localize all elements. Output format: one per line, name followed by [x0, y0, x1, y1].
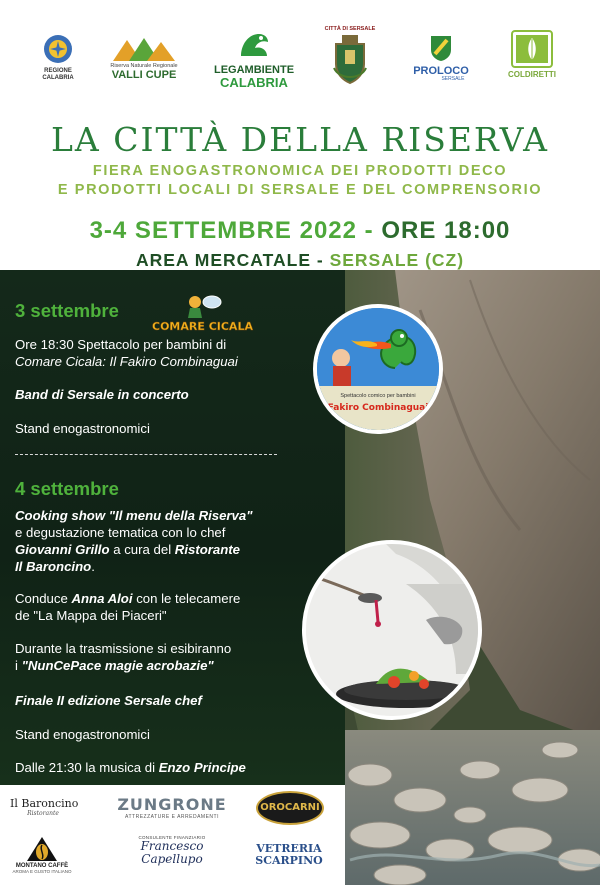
- telecamere-text: con le telecamere: [136, 591, 241, 606]
- music-text: Dalle 21:30 la musica di: [15, 760, 156, 775]
- legambiente-label-1: LEGAMBIENTE: [213, 64, 295, 76]
- day-1-show-title: Comare Cicala: Il Fakiro Combinaguai: [15, 354, 238, 369]
- event-date-time: ORE 18:00: [381, 217, 511, 244]
- coldiretti-icon: [511, 30, 553, 68]
- day-1-item-1: [15, 336, 238, 370]
- proloco-logo: [408, 34, 474, 83]
- day-1-title: 3 settembre: [15, 300, 119, 321]
- capellupo-sponsor: [130, 835, 214, 866]
- sponsor-bar: [0, 785, 345, 885]
- vetreria-name: VETRERIA: [256, 842, 322, 855]
- event-subtitle-line-1: FIERA ENOGASTRONOMICA DEI PRODOTTI DECO: [92, 163, 508, 179]
- vetreria-sponsor: [252, 843, 326, 867]
- capellupo-last-name: Capellupo: [141, 852, 203, 866]
- baroncino-sponsor-name: Il Baroncino: [10, 797, 79, 810]
- coldiretti-logo: [503, 30, 561, 80]
- event-subtitle-line-2: E PRODOTTI LOCALI DI SERSALE E DEL COMPRENSORIO: [57, 182, 543, 198]
- mountains-icon: [111, 36, 177, 62]
- day-1-stands: Stand enogastronomici: [15, 421, 150, 436]
- day-1-item-2: [15, 386, 189, 403]
- durante-text: Durante la trasmissione si esibiranno: [15, 641, 232, 656]
- event-title: LA CITTÀ DELLA RISERVA: [50, 120, 550, 159]
- montano-name: MONTANO CAFFÈ: [15, 863, 69, 869]
- citta-sersale-logo: [324, 26, 376, 86]
- event-location: [0, 248, 600, 272]
- zungrone-sub: ATTREZZATURE E ARREDAMENTI: [125, 814, 219, 820]
- day-2-finale: [15, 692, 202, 709]
- zungrone-name: ZUNGRONE: [117, 795, 227, 814]
- chef-name: Giovanni Grillo: [15, 542, 110, 557]
- musician-name: Enzo Principe: [158, 760, 246, 775]
- capellupo-role: CONSULENTE FINANZIARIO: [138, 835, 206, 840]
- citta-sersale-label: CITTÀ DI SERSALE: [324, 26, 376, 32]
- legambiente-logo: [212, 30, 296, 90]
- day-2-performance: [15, 640, 231, 674]
- comare-cicala-icon: [150, 292, 258, 336]
- day-2-stands-text: Stand enogastronomici: [15, 727, 150, 742]
- coldiretti-label: COLDIRETTI: [508, 70, 556, 79]
- mappa-text: de "La Mappa dei Piaceri": [15, 608, 167, 623]
- cooking-show-line-2: e degustazione tematica con lo chef: [15, 525, 226, 540]
- regione-calabria-label-2: CALABRIA: [42, 74, 74, 81]
- day-2-stands: [15, 726, 150, 743]
- cooking-show-title: Cooking show "Il menu della Riserva": [15, 508, 253, 523]
- capellupo-first-name: Francesco: [140, 839, 204, 853]
- valli-cupe-logo: [104, 36, 184, 81]
- day-2-cooking-show: [15, 507, 252, 575]
- baroncino-sponsor-sub: Ristorante: [27, 810, 59, 817]
- cura-del-text: a cura del: [113, 542, 172, 557]
- day-2-host: [15, 590, 240, 624]
- finale-text: Finale II edizione Sersale chef: [15, 693, 202, 708]
- event-header: [0, 118, 600, 272]
- baroncino-period: .: [91, 559, 95, 574]
- event-date-days: 3-4 SETTEMBRE 2022 -: [89, 217, 374, 244]
- orocarni-name: OROCARNI: [260, 802, 320, 813]
- legambiente-label-2: CALABRIA: [220, 75, 288, 91]
- proloco-sublabel: SERSALE: [441, 76, 465, 83]
- event-location-area: AREA MERCATALE -: [135, 250, 324, 270]
- montano-sponsor: [6, 835, 78, 874]
- day-2-music: [15, 759, 246, 776]
- fakiro-title: Fakiro Combinaguai: [327, 403, 429, 413]
- baroncino-sponsor: [10, 797, 79, 817]
- event-location-town: SERSALE (CZ): [329, 250, 465, 270]
- coffee-bean-icon: [25, 835, 59, 863]
- day-1-band: Band di Sersale in concerto: [15, 387, 189, 402]
- cooking-dish-image: [302, 540, 482, 720]
- day-1-item-1-text: Ore 18:30 Spettacolo per bambini di: [15, 337, 227, 352]
- zungrone-sponsor: [114, 795, 230, 820]
- regione-calabria-label-1: REGIONE: [44, 68, 72, 74]
- performance-name: "NunCePace magie acrobazie": [21, 658, 214, 673]
- fakiro-show-image: [313, 304, 443, 434]
- day-2-title: 4 settembre: [15, 478, 119, 499]
- day-1-item-3: [15, 420, 150, 437]
- fakiro-caption: Spettacolo comico per bambini: [340, 393, 416, 399]
- ristorante-text: Ristorante: [174, 542, 241, 557]
- regione-calabria-icon: [43, 34, 73, 64]
- comare-cicala-logo: [150, 292, 258, 336]
- baroncino-text: Il Baroncino: [15, 559, 92, 574]
- performance-prefix: i: [15, 658, 18, 673]
- conduce-text: Conduce: [15, 591, 68, 606]
- proloco-shield-icon: [429, 34, 453, 62]
- scarpino-name: SCARPINO: [255, 854, 323, 867]
- orocarni-sponsor: [256, 791, 324, 825]
- valli-cupe-caption: Riserva Naturale Regionale: [110, 63, 178, 69]
- comare-cicala-text: COMARE CICALA: [152, 320, 253, 333]
- montano-sub: AROMA E GUSTO ITALIANO: [12, 869, 72, 874]
- legambiente-swan-icon: [237, 30, 271, 62]
- proloco-label: PROLOCO: [413, 65, 469, 77]
- host-name: Anna Aloi: [71, 591, 133, 606]
- days-divider: [15, 454, 277, 455]
- coat-of-arms-icon: [331, 34, 369, 86]
- valli-cupe-label: VALLI CUPE: [111, 69, 177, 82]
- regione-calabria-logo: [38, 34, 78, 81]
- event-date: [0, 216, 600, 246]
- partner-logos: [0, 22, 600, 92]
